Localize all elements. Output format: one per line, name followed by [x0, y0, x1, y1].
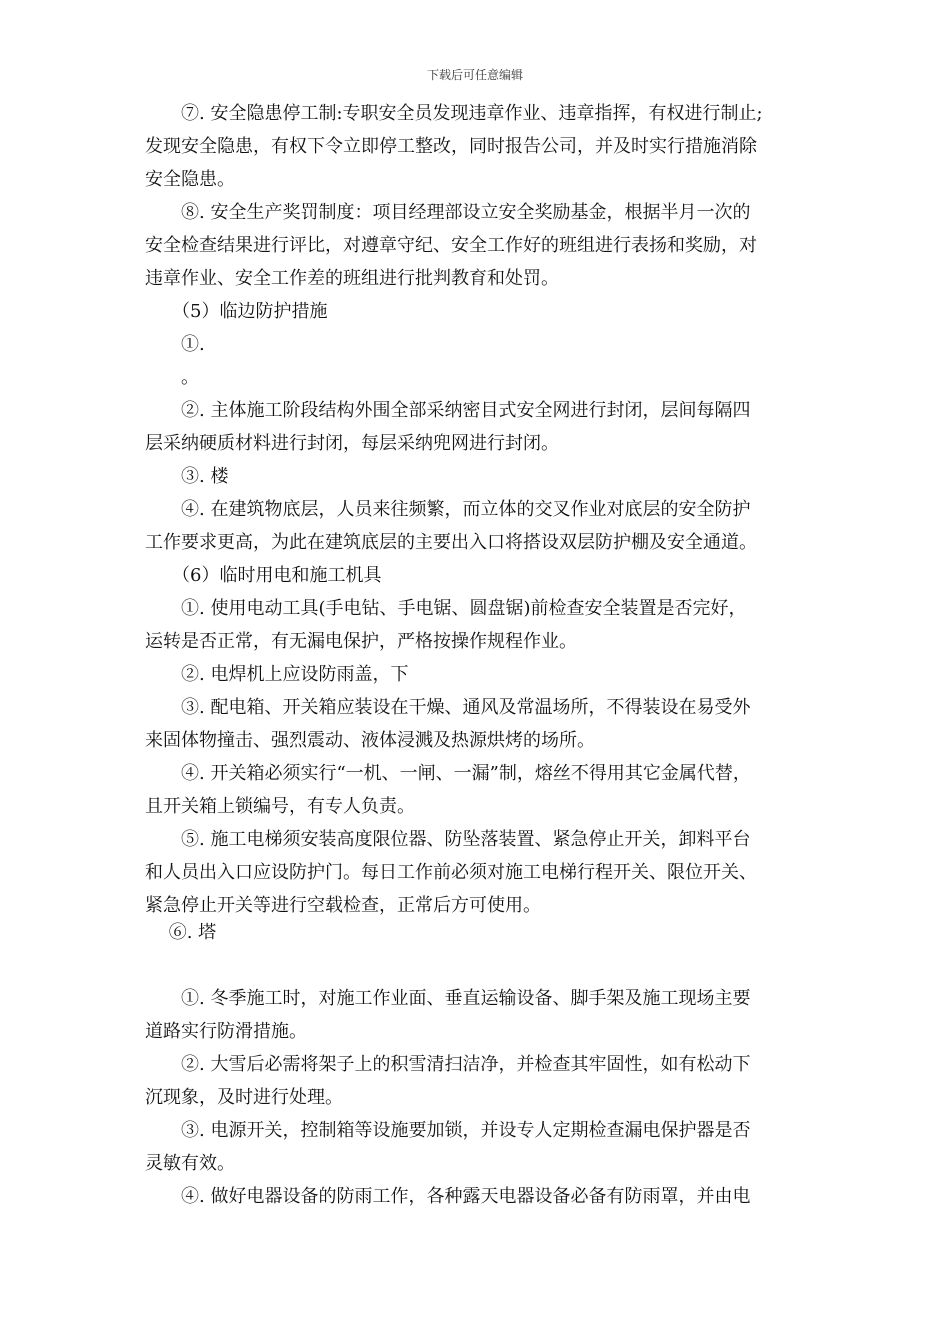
paragraph-line: ③. 楼: [145, 466, 229, 487]
paragraph-line: ③. 配电箱、开关箱应装设在干燥、通风及常温场所，不得装设在易受外: [145, 697, 751, 718]
paragraph-line: ④. 在建筑物底层，人员来往频繁，而立体的交叉作业对底层的安全防护: [145, 499, 751, 520]
paragraph: [145, 757, 825, 823]
page-header: 下载后可任意编辑: [426, 68, 523, 82]
paragraph-line: 和人员出入口应设防护门。每日工作前必须对施工电梯行程开关、限位开关、: [145, 862, 757, 883]
paragraph-line: 沉现象，及时进行处理。: [145, 1087, 343, 1108]
paragraph-line: ②. 大雪后必需将架子上的积雪清扫洁净，并检查其牢固性，如有松动下: [145, 1054, 751, 1075]
paragraph-line: ①.: [145, 334, 205, 355]
paragraph-line: ③. 电源开关，控制箱等设施要加锁，并设专人定期检查漏电保护器是否: [145, 1120, 751, 1141]
paragraph-line: ④. 开关箱必须实行“一机、一闸、一漏”制，熔丝不得用其它金属代替，: [145, 763, 751, 784]
paragraph-line: 安全检查结果进行评比，对遵章守纪、安全工作好的班组进行表扬和奖励，对: [145, 235, 757, 256]
paragraph: [145, 328, 825, 361]
paragraph: [145, 493, 825, 559]
paragraph-line: 安全隐患。: [145, 169, 235, 190]
paragraph: [145, 1180, 825, 1213]
paragraph: [145, 295, 825, 328]
paragraph: [145, 394, 825, 460]
paragraph: [145, 1048, 825, 1114]
paragraph-line: 紧急停止开关等进行空载检查，正常后方可使用。: [145, 895, 541, 916]
paragraph-line: ⑦. 安全隐患停工制:专职安全员发现违章作业、违章指挥，有权进行制止;: [145, 103, 763, 124]
paragraph: [145, 982, 825, 1048]
paragraph-line: 灵敏有效。: [145, 1153, 235, 1174]
paragraph-line: 且开关箱上锁编号，有专人负责。: [145, 796, 415, 817]
paragraph-line: ②. 电焊机上应设防雨盖，下: [145, 664, 409, 685]
paragraph: [145, 592, 825, 658]
paragraph: [145, 460, 825, 493]
paragraph-line: ②. 主体施工阶段结构外围全部采纳密目式安全网进行封闭，层间每隔四: [145, 400, 751, 421]
paragraph-line: 工作要求更高，为此在建筑底层的主要出入口将搭设双层防护棚及安全通道。: [145, 532, 757, 553]
paragraph: [145, 1114, 825, 1180]
paragraph: [145, 916, 825, 949]
paragraph: [145, 559, 825, 592]
paragraph-line: ⑥. 塔: [145, 922, 217, 943]
paragraph-line: ①. 冬季施工时，对施工作业面、垂直运输设备、脚手架及施工现场主要: [145, 988, 751, 1009]
paragraph-line: 。: [145, 367, 199, 388]
paragraph-line: ④. 做好电器设备的防雨工作，各种露天电器设备必备有防雨罩，并由电: [145, 1186, 751, 1207]
paragraph: [145, 823, 825, 922]
paragraph: [145, 361, 825, 394]
paragraph: [145, 196, 825, 295]
paragraph-line: 运转是否正常，有无漏电保护，严格按操作规程作业。: [145, 631, 577, 652]
paragraph: [145, 658, 825, 691]
paragraph-line: 层采纳硬质材料进行封闭，每层采纳兜网进行封闭。: [145, 433, 559, 454]
paragraph: [145, 97, 825, 196]
paragraph-line: 违章作业、安全工作差的班组进行批判教育和处罚。: [145, 268, 559, 289]
paragraph: [145, 691, 825, 757]
paragraph-line: （5）临边防护措施: [145, 301, 328, 322]
paragraph-line: ⑤. 施工电梯须安装高度限位器、防坠落装置、紧急停止开关，卸料平台: [145, 829, 751, 850]
paragraph-line: （6）临时用电和施工机具: [145, 565, 382, 586]
paragraph-line: 道路实行防滑措施。: [145, 1021, 307, 1042]
paragraph-line: ①. 使用电动工具(手电钻、手电锯、圆盘锯)前检查安全装置是否完好，: [145, 598, 747, 619]
paragraph-line: 发现安全隐患，有权下令立即停工整改，同时报告公司，并及时实行措施消除: [145, 136, 757, 157]
paragraph-line: 来固体物撞击、强烈震动、液体浸溅及热源烘烤的场所。: [145, 730, 595, 751]
paragraph-line: ⑧. 安全生产奖罚制度：项目经理部设立安全奖励基金，根据半月一次的: [145, 202, 751, 223]
